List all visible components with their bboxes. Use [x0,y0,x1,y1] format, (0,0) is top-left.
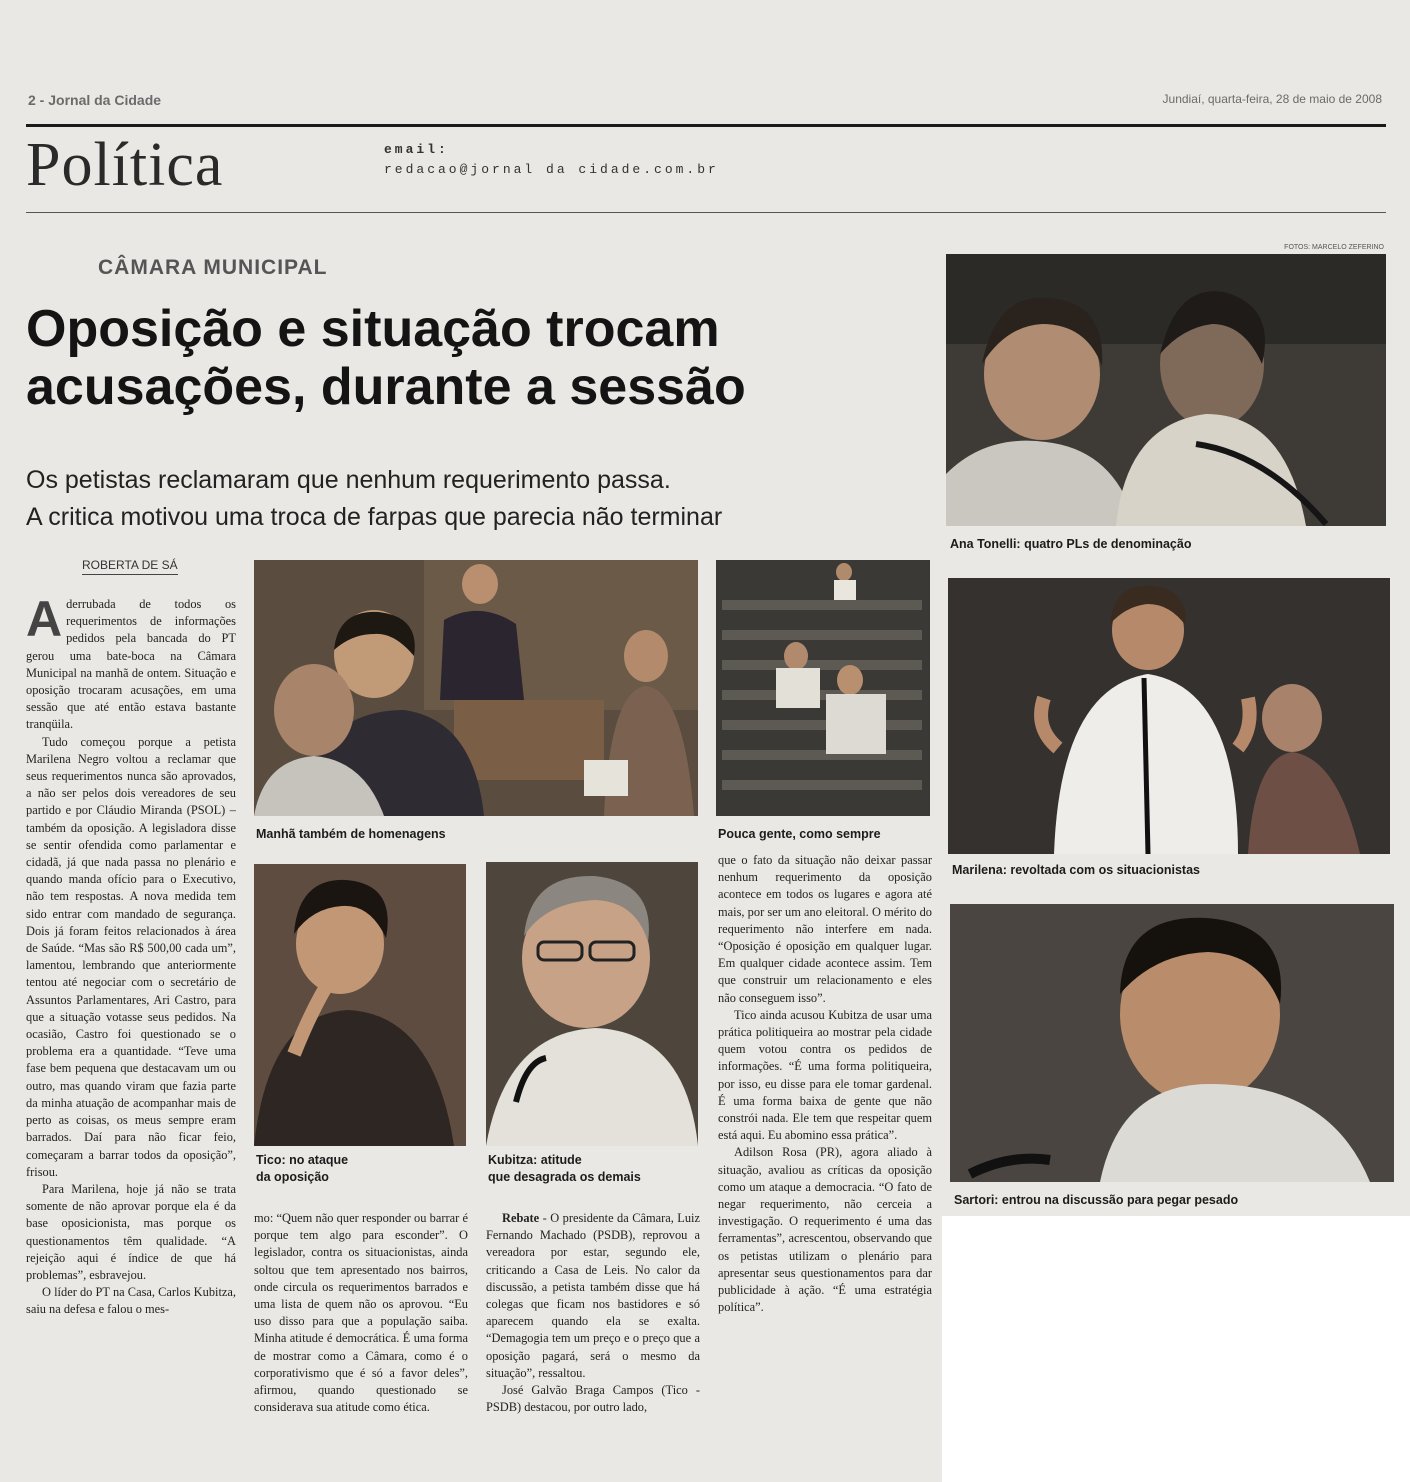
photo-ana-tonelli [946,254,1386,526]
photo-tico-image [254,864,466,1146]
caption-marilena: Marilena: revoltada com os situacionistas [952,863,1200,877]
paragraph-7: José Galvão Braga Campos (Tico - PSDB) destacou, por outro lado, [486,1383,700,1415]
paragraph-3: Para Marilena, hoje já não se trata somente de não aprovar porque ela é da base oposicionista, mas porque os questionamentos têm qualidade. “A rejeição aqui é índice de que há problemas”, esbravejou. [26,1181,236,1282]
subhead-rebate: Rebate [502,1211,540,1225]
article-column-2 [254,1210,468,1466]
page-folio: 2 - Jornal da Cidade [28,92,162,108]
paragraph-9: Tico ainda acusou Kubitza de usar uma prática politiqueira ao mostrar pela cidade quem votou contra os pedidos de informações. “É uma forma politiqueira, por isso, eu disse para ele tomar gardenal. É uma forma baixa de gente que não constrói nada. Ele tem que respeitar quem está aqui. Eu abomino essa prática”. [718,1007,932,1143]
email-label: email: [384,142,449,157]
paragraph-8: que o fato da situação não deixar passar nenhum requerimento da oposição acontece em todos os lugares e agora até mais, por ser um ano eleitoral. O mérito do requerimento não interfere em nada. “Oposição é oposição em qualquer lugar. Em qualquer cidade acontece assim. Tem que construir um relacionamento e eles não conseguem isso”. [718,853,932,1005]
photo-ana-tonelli-image [946,254,1386,526]
caption-tico [256,1152,348,1186]
caption-kubitza [488,1152,641,1186]
paragraph-6 [486,1210,700,1382]
paragraph-1-text: derrubada de todos os requerimentos de informações pedidos pela bancada do PT gerou uma bate-boca na Câmara Municipal na manhã de ontem. Situação e oposição trocaram acusações, em uma sessão que até então estava bastante tranqüila. [26,597,236,732]
caption-sartori: Sartori: entrou na discussão para pegar pesado [954,1193,1239,1207]
photo-manha [254,560,698,816]
blank-area [942,1216,1410,1482]
dateline: Jundiaí, quarta-feira, 28 de maio de 2008 [1162,92,1382,106]
paragraph-6-text: - O presidente da Câmara, Luiz Fernando Machado (PSDB), reprovou a vereadora por estar, segundo ele, criticando a Casa de Leis. No calor da discussão, a petista também disse que há colegas que ficam nos bastidores e só aparecem quando ela se exalta. “Demagogia tem um preço e o preço que a oposição pagará, será o mesmo da situação”, ressaltou. [486,1211,700,1380]
caption-manha: Manhã também de homenagens [256,827,446,841]
photo-marilena [948,578,1390,854]
section-rule [26,212,1386,213]
caption-tico-line-1: Tico: no ataque [256,1153,349,1167]
byline: ROBERTA DE SÁ [82,558,178,575]
paragraph-10: Adilson Rosa (PR), agora aliado à situação, avaliou as críticas da oposição como um ataque a democracia. “O fato de negar requerimento, não cerceia a investigação. O requerimento é uma das ferramentas”, acrescentou, observando que os petistas utilizam o plenário para apresentar seus questionamentos para dar publicidade à ação. “É uma estratégia política”. [718,1145,932,1315]
article-column-1 [26,596,236,1462]
photo-pouca-gente [716,560,930,816]
email-box [384,140,719,180]
paragraph-4: O líder do PT na Casa, Carlos Kubitza, saiu na defesa e falou o mes- [26,1285,236,1317]
kicker: CÂMARA MUNICIPAL [98,256,328,279]
email-address: redacao@jornal da cidade.com.br [384,162,719,177]
paragraph-1 [26,596,236,734]
deck-line-2: A critica motivou uma troca de farpas que parecia não terminar [26,503,723,531]
caption-pouca-gente: Pouca gente, como sempre [718,827,881,841]
drop-cap: A [26,596,63,647]
photo-marilena-image [948,578,1390,854]
paragraph-2: Tudo começou porque a petista Marilena Negro voltou a reclamar que seus requerimentos nunca são aprovados, a não ser pelos dois vereadores de seu partido e por Cláudio Miranda (PSOL) – também da oposição. A legisladora disse se sentir ofendida como parlamentar e cidadã, já que nada passa no plenário e quando manda ofício para o Executivo, não tem respostas. A nova medida tem sido entrar com mandado de segurança. Dois já foram feitos relacionados à área de Saúde. “Mas são R$ 500,00 cada um”, lamentou, lembrando que anteriormente tentou até negociar com o secretário de Assuntos Parlamentares, Ari Castro, para que a situação votasse seus pedidos. Na ocasião, Castro foi questionado se o problema era a quantidade. “Teve uma fase bem pequena que destacavam um ou outro, mas quando viram que fazia parte da minha atuação de acompanhar mais de perto as coisas, os meus sempre eram barrados. Daí para não ficar feio, começaram a barrar todos da oposição”, frisou. [26,734,236,1179]
section-title: Política [26,131,224,199]
paragraph-5: mo: “Quem não quer responder ou barrar é porque tem algo para esconder”. O legislador, contra os situacionistas, ainda soltou que tem apresentado nos bairros, onde circula os requerimentos barrados e uma lista de quem não os aprovou. “Eu uso disso para que a população saiba. Minha atitude é democrática. É uma forma de mostrar como a Câmara, como é o corporativismo que é só a favor deles”, afirmou, quando questionado se considerava sua atitude como ética. [254,1211,468,1415]
headline: Oposição e situação trocam acusações, durante a sessão [26,300,746,416]
photo-kubitza-image [486,862,698,1146]
photo-sartori [950,904,1394,1182]
photo-manha-image [254,560,698,816]
caption-kubitza-line-1: Kubitza: atitude [488,1153,582,1167]
photo-tico [254,864,466,1146]
photo-kubitza [486,862,698,1146]
deck-line-1: Os petistas reclamaram que nenhum requerimento passa. [26,466,671,494]
caption-ana-tonelli: Ana Tonelli: quatro PLs de denominação [950,537,1192,551]
caption-tico-line-2: da oposição [256,1170,329,1184]
article-column-3 [486,1210,700,1466]
caption-kubitza-line-2: que desagrada os demais [488,1170,641,1184]
photo-pouca-gente-image [716,560,930,816]
photo-sartori-image [950,904,1394,1182]
photo-credit: FOTOS: MARCELO ZEFERINO [1284,244,1384,251]
top-rule [26,124,1386,127]
deck [26,462,926,536]
article-column-4 [718,852,932,1464]
